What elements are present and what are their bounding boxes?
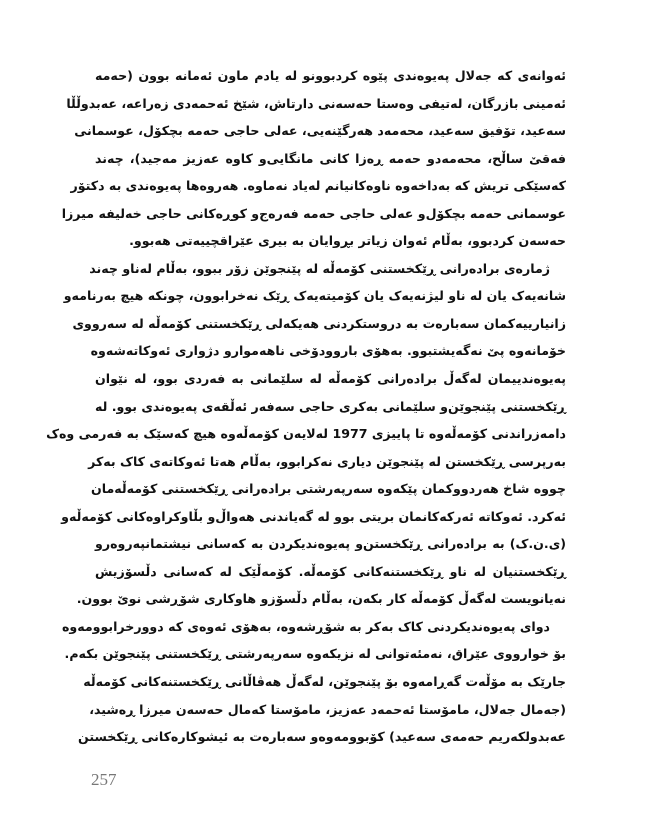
text-line: حەسەن کردبوو، بەڵام ئەوان زیاتر بڕوایان بە بیری عێراقچییەتی هەبوو. — [129, 233, 566, 249]
text-line: ئەکرد. ئەوکاتە ئەرکەکانمان بریتی بوو لە گەیاندنی هەواڵ‌و بڵاوکراوەکانی کۆمەڵەو — [61, 508, 566, 524]
text-line: سەعید، تۆفیق سەعید، محەمەد هەرگێنەیی، عەلی حاجی حەمە بچکۆل، عوسمانی — [74, 123, 566, 139]
text-line: فەقێ ساڵح، محەمەدو حەمە ڕەزا کانی مانگایی‌و کاوە عەزیز مەجید)، چەند — [95, 150, 566, 166]
page-number: 257 — [91, 770, 117, 789]
text-line: پەیوەندییمان لەگەڵ برادەرانی کۆمەڵە لە سلێمانی بە فەردی بوو، لە نێوان — [95, 371, 566, 387]
text-line: ژمارەی برادەرانی ڕێکخستنی کۆمەڵە لە پێنجوێن زۆر ببوو، بەڵام لەناو چەند — [89, 260, 550, 276]
text-line: عەبدولکەریم حەمەی سەعید) کۆبوومەوەو سەبارەت بە ئیشوکارەکانی ڕێکخستن — [77, 729, 566, 745]
text-line: دامەزراندنی کۆمەڵەوە تا پاییزی 1977 لەلایەن کۆمەڵەوە هیچ کەسێک بە فەرمی وەک — [46, 426, 566, 442]
text-line: دوای پەیوەندیکردنی کاک بەکر بە شۆڕشەوە، بەهۆی ئەوەی کە دوورخرابوومەوە — [61, 618, 550, 634]
text-line: بەرپرسی ڕێکخستن لە پێنجوێن دیاری نەکرابوو، بەڵام هەتا ئەوکاتەی کاک بەکر — [88, 453, 566, 469]
text-line: ئەمینی بازرگان، لەتیفی وەستا حەسەنی دارتاش، شێخ ئەحمەدی زەراعە، عەبدوڵڵا — [66, 95, 566, 111]
text-line: (جەمال جەلال، مامۆستا ئەحمەد عەزیز، مامۆستا کەمال حەسەن میرزا ڕەشید، — [89, 701, 566, 717]
text-line: زانیارییەکمان سەبارەت بە دروستکردنی هەیکەلی ڕێکخستنی کۆمەڵە لە سەرووی — [72, 315, 566, 331]
text-line: کەسێکی تریش کە بەداخەوە ناوەکانیانم لەیاد نەماوە. هەروەها پەیوەندی بە دکتۆر — [70, 178, 566, 194]
text-line: بۆ خوارووی عێراق، نەمئەتوانی لە نزیکەوە سەرپەرشتی ڕێکخستنی پێنجوێن بکەم. — [64, 646, 566, 662]
text-line: (ی.ن.ک) بە برادەرانی ڕێکخستن‌و پەیوەندیکردن بە کەسانی نیشتمانپەروەرو — [95, 536, 566, 552]
text-line: ئەوانەی کە جەلال پەیوەندی پێوە کردبوونو لە یادم ماون ئەمانە بوون (حەمە — [95, 68, 566, 83]
text-line: خۆمانەوە پێ نەگەیشتبوو. بەهۆی باروودۆخی ناهەموارو دژواری ئەوکاتەشەوە — [90, 343, 566, 359]
text-line: ڕێکخستنیان لە ناو ڕێکخستنەکانی کۆمەڵە. کۆمەڵێک لە کەسانی دڵسۆزیش — [95, 563, 566, 579]
text-line: شانەیەک یان لە ناو لیژنەیەک یان کۆمیتەیەک ڕێک نەخرابوون، چونکە هیچ بەرنامەو — [63, 288, 566, 304]
text-line: جارێک بە مۆڵەت گەڕامەوە بۆ پێنجوێن، لەگەڵ هەڤاڵانی ڕێکخستنەکانی کۆمەڵە — [83, 674, 566, 690]
text-line: عوسمانی حەمە بچکۆل‌و عەلی حاجی حەمە فەرەج‌و کوڕەکانی حاجی خەلیفە میرزا — [61, 205, 566, 221]
text-line: چووە شاخ هەردووکمان پێکەوە سەرپەرشتی برادەرانی ڕێکخستنی کۆمەڵەمان — [90, 481, 566, 497]
page-body — [46, 62, 566, 751]
text-line: ڕێکخستنی پێنجوێن‌و سلێمانی بەکری حاجی سەفەر ئەڵقەی پەیوەندی بوو. لە — [95, 398, 566, 414]
text-line: نەیانویست لەگەڵ کۆمەڵە کار بکەن، بەڵام دڵسۆزو هاوکاری شۆڕشی نوێ بوون. — [76, 591, 566, 607]
